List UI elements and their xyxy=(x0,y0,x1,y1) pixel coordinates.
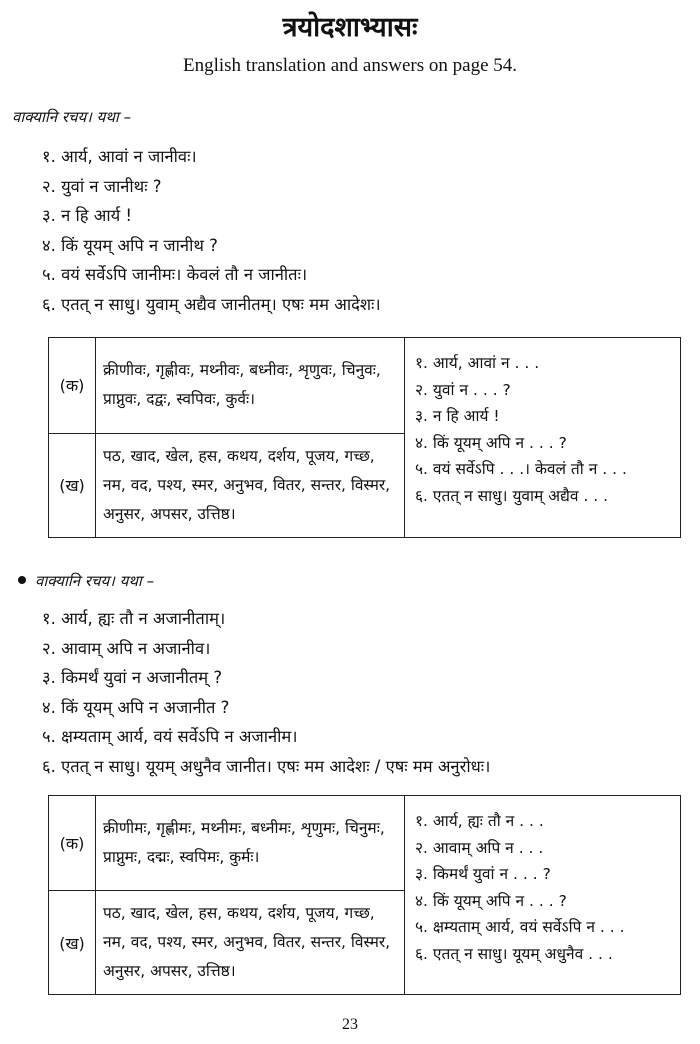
section-1-instruction-text: वाक्यानि रचय। यथा – xyxy=(12,108,132,126)
group-a-label: (क) xyxy=(49,338,96,433)
group-a-label: (क) xyxy=(49,796,96,890)
example-line: ४. किं यूयम् अपि न अजानीत ? xyxy=(42,697,230,717)
group-b-label: (ख) xyxy=(49,891,96,994)
word-group-b xyxy=(49,434,404,537)
prompt-line: ५. क्षम्यताम् आर्य, वयं सर्वेऽपि न . . . xyxy=(415,918,625,936)
section-1-exercise-box xyxy=(48,337,681,538)
example-line: १. आर्य, आवां न जानीवः। xyxy=(42,147,197,166)
prompt-line: १. आर्य, आवां न . . . xyxy=(415,354,540,372)
bullet-icon xyxy=(18,576,26,584)
prompt-line: ५. वयं सर्वेऽपि . . .। केवलं तौ न . . . xyxy=(415,460,627,478)
section-2-instruction-text: वाक्यानि रचय। यथा – xyxy=(35,572,155,590)
section-2-examples xyxy=(42,604,682,781)
example-line: ३. न हि आर्य ! xyxy=(42,206,133,225)
example-line: ६. एतत् न साधु। युवाम् अद्यैव जानीतम्। एषः मम आदेशः। xyxy=(42,294,381,314)
section-1-examples xyxy=(42,142,682,319)
example-line: ६. एतत् न साधु। यूयम् अधुनैव जानीत। एषः मम आदेशः / एषः मम अनुरोधः। xyxy=(42,756,491,776)
page-number: 23 xyxy=(342,1016,358,1033)
page-subtitle: English translation and answers on page 54. xyxy=(182,55,517,76)
sentence-prompts xyxy=(405,338,680,537)
word-group-b xyxy=(49,891,404,994)
example-line: ४. किं यूयम् अपि न जानीथ ? xyxy=(42,235,218,255)
word-groups xyxy=(49,338,405,537)
group-a-words: क्रीणीवः, गृह्णीवः, मथ्नीवः, बध्नीवः, शृणुवः, चिनुवः, प्राप्नुवः, दद्वः, स्वपिवः, कुर्वः। xyxy=(103,361,381,409)
prompt-line: १. आर्य, ह्यः तौ न . . . xyxy=(415,812,544,830)
section-1-instruction xyxy=(12,106,131,128)
group-b-words: पठ, खाद, खेल, हस, कथय, दर्शय, पूजय, गच्छ, नम, वद, पश्य, स्मर, अनुभव, वितर, सन्तर, विस्मर, अनुसर, अपसर, उत्तिष्ठ। xyxy=(103,904,391,981)
example-line: ३. किमर्थं युवां न अजानीतम् ? xyxy=(42,668,223,687)
group-b-words: पठ, खाद, खेल, हस, कथय, दर्शय, पूजय, गच्छ, नम, वद, पश्य, स्मर, अनुभव, वितर, सन्तर, विस्मर, अनुसर, अपसर, उत्तिष्ठ। xyxy=(103,446,391,523)
prompt-line: ३. न हि आर्य ! xyxy=(415,407,500,425)
prompt-line: ६. एतत् न साधु। यूयम् अधुनैव . . . xyxy=(415,944,613,963)
group-b-label: (ख) xyxy=(49,434,96,537)
page-title: त्रयोदशाभ्यासः xyxy=(282,12,418,43)
example-line: १. आर्य, ह्यः तौ न अजानीताम्। xyxy=(42,609,226,628)
example-line: ५. क्षम्यताम् आर्य, वयं सर्वेऽपि न अजानीम। xyxy=(42,727,298,746)
word-group-a xyxy=(49,338,404,434)
example-line: २. आवाम् अपि न अजानीव। xyxy=(42,638,211,658)
word-group-a xyxy=(49,796,404,891)
prompt-line: ४. किं यूयम् अपि न . . . ? xyxy=(415,433,567,452)
sentence-prompts xyxy=(405,796,680,994)
prompt-line: २. युवां न . . . ? xyxy=(415,380,511,399)
prompt-line: २. आवाम् अपि न . . . xyxy=(415,838,544,857)
prompt-line: ६. एतत् न साधु। युवाम् अद्यैव . . . xyxy=(415,486,609,505)
word-groups xyxy=(49,796,405,994)
prompt-line: ४. किं यूयम् अपि न . . . ? xyxy=(415,891,567,910)
group-a-words: क्रीणीमः, गृह्णीमः, मथ्नीमः, बध्नीमः, शृणुमः, चिनुमः, प्राप्नुमः, दद्मः, स्वपिमः, कुर्मः। xyxy=(103,819,385,867)
prompt-line: ३. किमर्थं युवां न . . . ? xyxy=(415,865,551,883)
example-line: २. युवां न जानीथः ? xyxy=(42,176,162,196)
section-2-instruction xyxy=(18,570,154,592)
section-2-exercise-box xyxy=(48,795,681,995)
example-line: ५. वयं सर्वेऽपि जानीमः। केवलं तौ न जानीतः। xyxy=(42,265,308,284)
